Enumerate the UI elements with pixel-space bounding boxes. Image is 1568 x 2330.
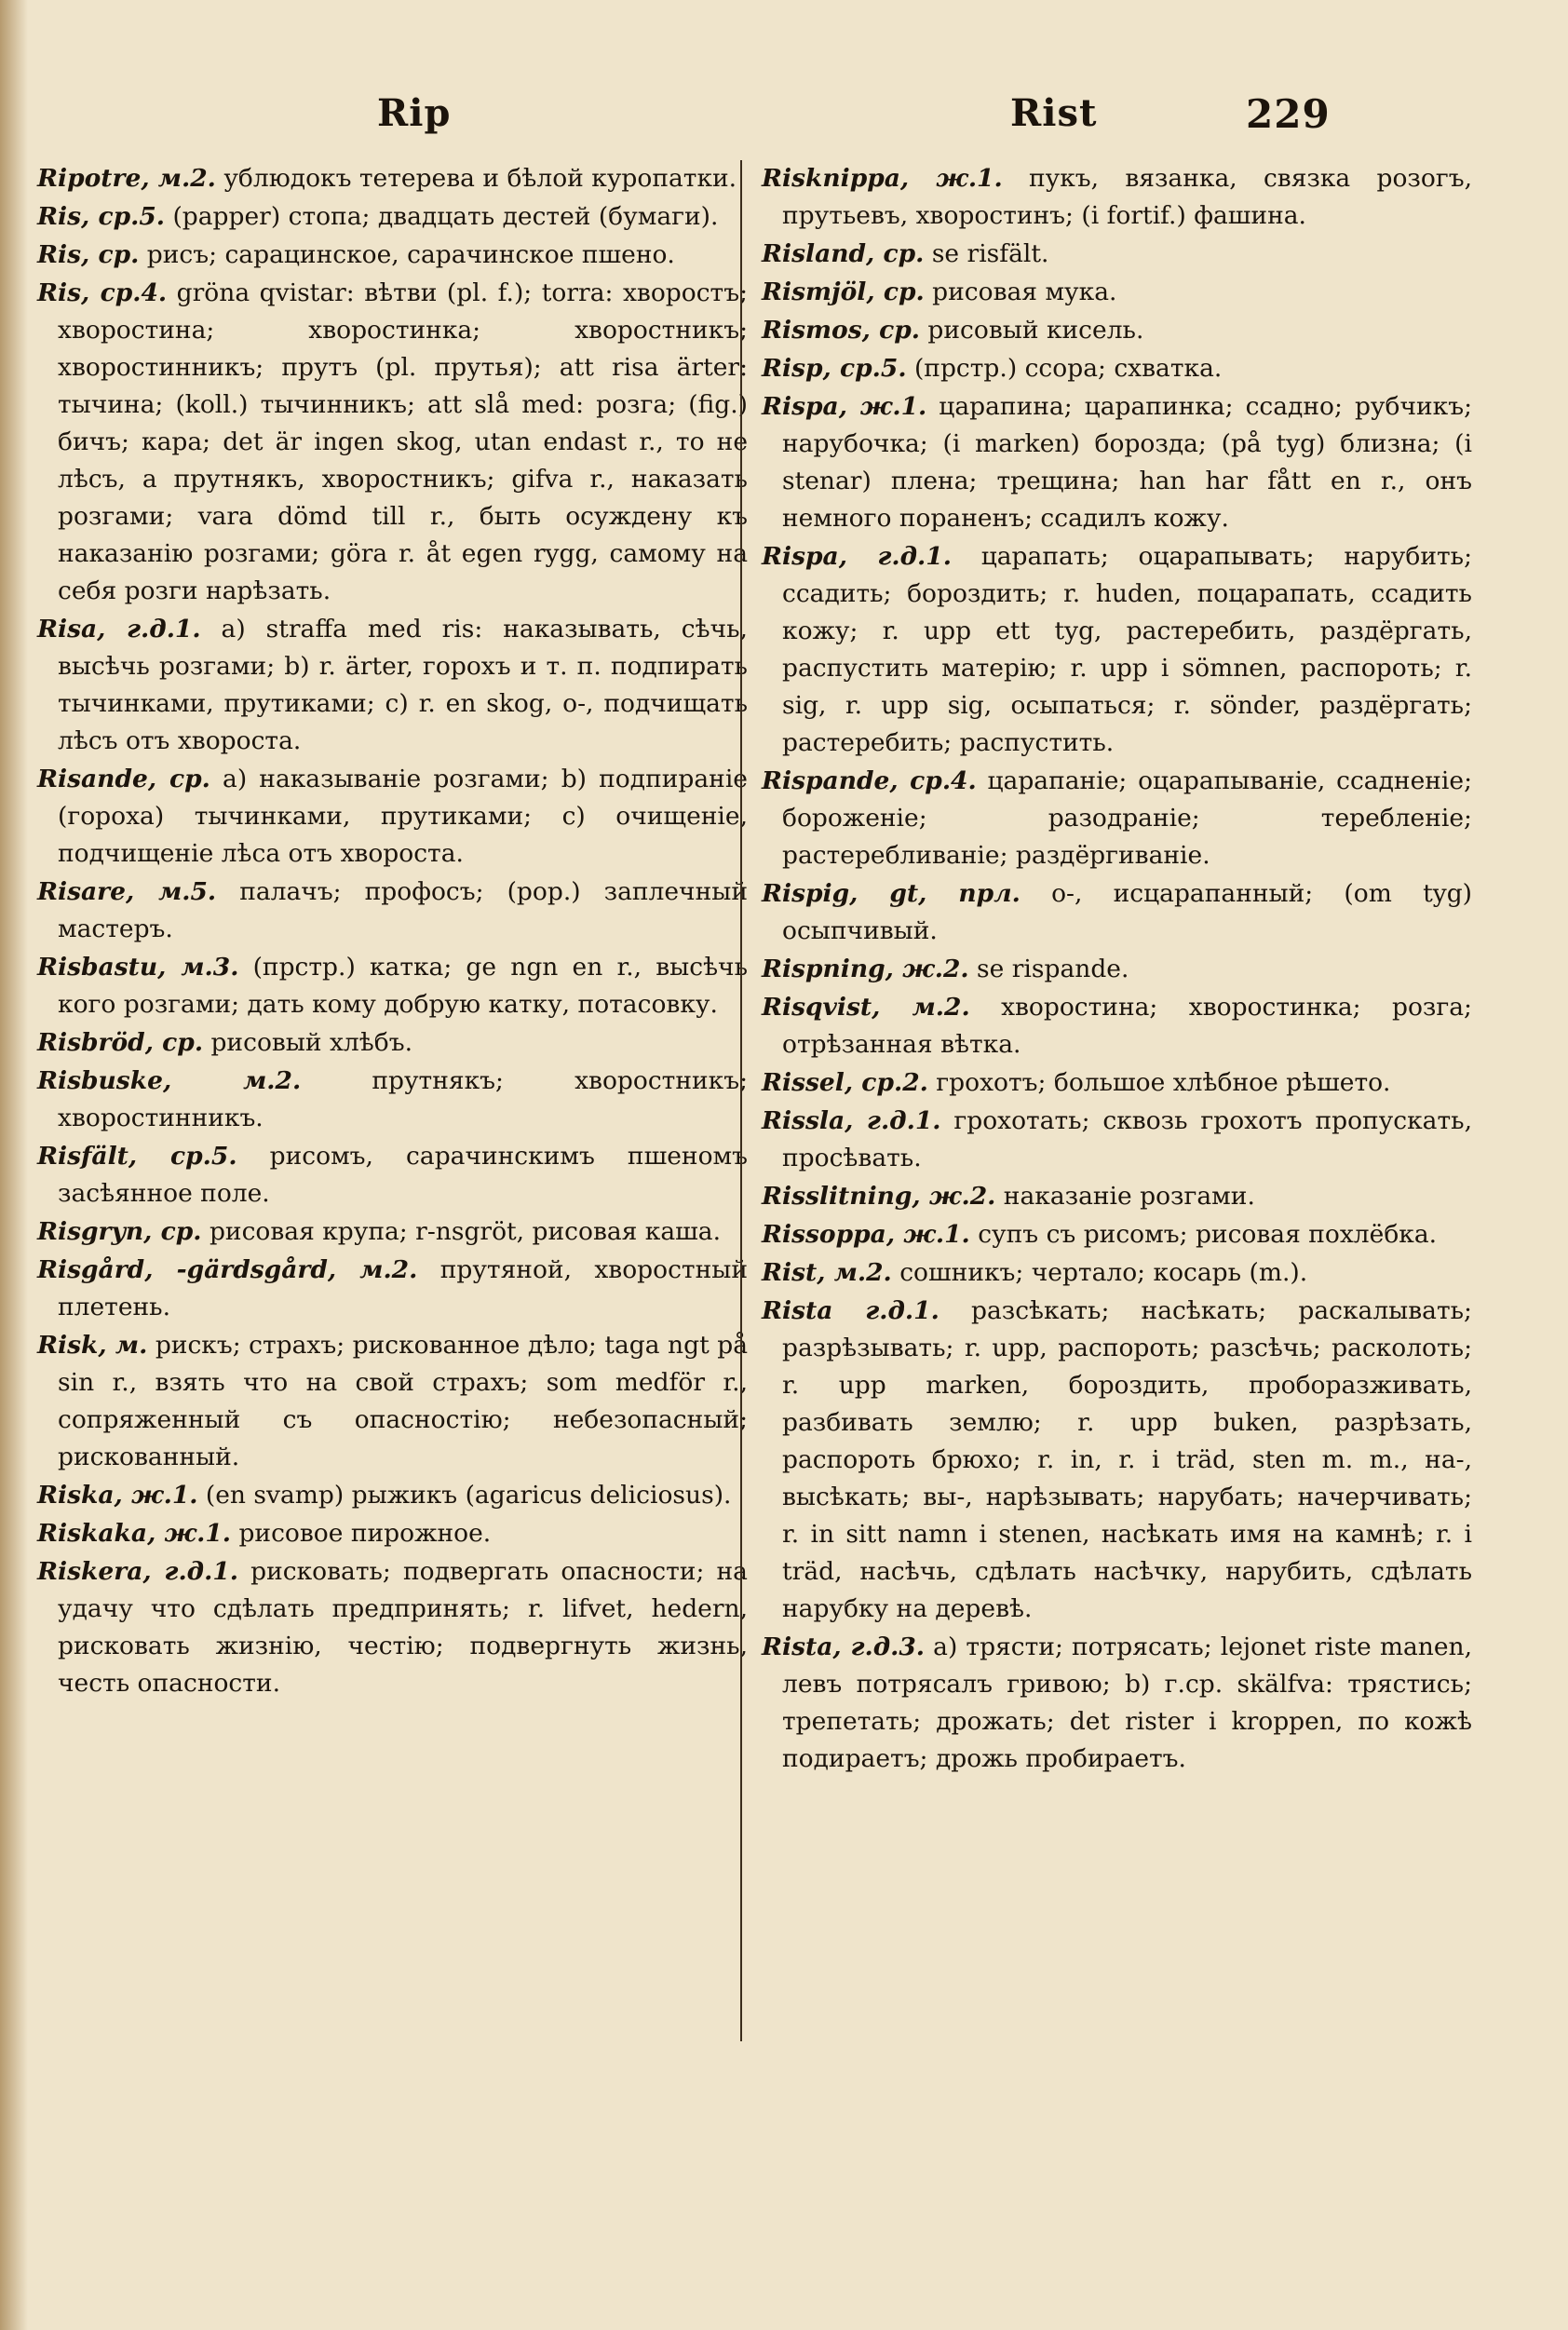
entry-definition: (прстр.) ссора; схватка. xyxy=(906,354,1223,383)
dictionary-entry xyxy=(762,1216,1472,1253)
dictionary-entry xyxy=(37,1327,748,1476)
entry-headword: Risqvist, м.2. xyxy=(762,993,970,1022)
entry-headword: Risare, м.5. xyxy=(37,877,217,906)
entry-definition: ублюдокъ тетерева и бѣлой куропатки. xyxy=(215,164,737,193)
entry-headword: Riskera, г.д.1. xyxy=(37,1557,238,1586)
entry-definition: se risfält. xyxy=(924,239,1049,268)
entry-definition: рисовый хлѣбъ. xyxy=(203,1028,412,1057)
dictionary-entry xyxy=(762,1178,1472,1215)
entry-headword: Ripotre, м.2. xyxy=(37,164,216,193)
entry-headword: Rissoppa, ж.1. xyxy=(762,1220,970,1249)
dictionary-entry xyxy=(37,761,748,873)
dictionary-entry xyxy=(762,538,1472,762)
dictionary-entry xyxy=(37,1252,748,1326)
entry-headword: Rispning, ж.2. xyxy=(762,955,969,983)
entry-definition: прутяной, хворостный плетень. xyxy=(58,1255,748,1321)
dictionary-entry xyxy=(37,1213,748,1251)
dictionary-entry xyxy=(762,875,1472,950)
dictionary-entry xyxy=(762,1064,1472,1102)
dictionary-entry xyxy=(762,312,1472,349)
dictionary-entry xyxy=(762,763,1472,874)
entry-headword: Rista г.д.1. xyxy=(762,1296,939,1325)
entry-headword: Ris, ср.5. xyxy=(37,202,166,231)
entry-headword: Riska, ж.1. xyxy=(37,1481,198,1510)
entry-headword: Riskaka, ж.1. xyxy=(37,1519,232,1548)
entry-definition: a) наказываніе розгами; b) подпираніе (гороха) тычинками, прутиками; c) очищеніе, подчищеніе лѣса отъ хвороста. xyxy=(58,765,748,868)
dictionary-entry xyxy=(37,160,748,197)
dictionary-entry xyxy=(37,1138,748,1212)
entry-definition: сошникъ; чертало; косарь (m.). xyxy=(891,1258,1308,1287)
dictionary-entry xyxy=(762,274,1472,311)
entry-definition: прутнякъ; хворостникъ; хворостинникъ. xyxy=(58,1066,749,1132)
entry-definition: рисковать; подвергать опасности; на удачу что сдѣлать предпринять; r. lifvet, hedern, рисковать жизнію, честію; подвергнуть жизнь, честь опасности. xyxy=(58,1557,748,1698)
entry-definition: рисомъ, сарачинскимъ пшеномъ засѣянное поле. xyxy=(58,1142,748,1208)
dictionary-entry xyxy=(762,989,1472,1063)
entry-headword: Risgård, -gärdsgård, м.2. xyxy=(37,1255,418,1284)
dictionary-entry xyxy=(37,874,748,948)
entry-headword: Rissla, г.д.1. xyxy=(762,1106,941,1135)
dictionary-entry xyxy=(37,611,748,760)
entry-headword: Risande, ср. xyxy=(37,765,210,793)
dictionary-entry xyxy=(37,1553,748,1702)
entry-definition: царапина; царапинка; ссадно; рубчикъ; нарубочка; (i marken) борозда; (på tyg) близна; (i stenar) плена; трещина; han har fått en r., онъ немного пораненъ; ссадилъ кожу. xyxy=(782,392,1472,533)
entry-headword: Risk, м. xyxy=(37,1331,148,1360)
entry-definition: рисовое пирожное. xyxy=(231,1519,492,1548)
entry-definition: gröna qvistar: вѣтви (pl. f.); torra: хворостъ; хворостина; хворостинка; хворостникъ; хворостинникъ; прутъ (pl. прутья); att risa ärter: тычина; (koll.) тычинникъ; att slå med: розга; (fig.) бичъ; кара; det är ingen skog, utan endast r., то не лѣсъ, а прутнякъ, хворостникъ; gifva r., наказать розгами; vara dömd till r., быть осуждену къ наказанію розгами; göra r. åt egen rygg, самому на себя розги нарѣзать. xyxy=(58,278,748,605)
dictionary-entry xyxy=(762,1629,1472,1778)
entry-definition: грохотъ; большое хлѣбное рѣшето. xyxy=(927,1068,1391,1097)
left-running-head: Rip xyxy=(377,91,452,135)
entry-definition: a) трясти; потрясать; lejonet riste manen, левъ потрясалъ гривою; b) г.ср. skälfva: трястись; трепетать; дрожать; det rister i kroppen, по кожѣ подираетъ; дрожь пробираетъ. xyxy=(782,1632,1472,1773)
dictionary-entry xyxy=(762,951,1472,988)
entry-headword: Rismjöl, ср. xyxy=(762,278,925,306)
dictionary-entry xyxy=(37,949,748,1023)
entry-headword: Ris, ср.4. xyxy=(37,278,168,307)
entry-headword: Risfält, ср.5. xyxy=(37,1142,237,1171)
entry-headword: Rismos, ср. xyxy=(762,316,920,345)
entry-definition: супъ съ рисомъ; рисовая похлёбка. xyxy=(969,1220,1438,1249)
entry-headword: Rispa, г.д.1. xyxy=(762,542,952,571)
left-column xyxy=(37,160,748,1703)
entry-headword: Risslitning, ж.2. xyxy=(762,1182,996,1211)
dictionary-entry xyxy=(762,1293,1472,1628)
dictionary-entry xyxy=(37,1063,748,1137)
dictionary-entry xyxy=(762,388,1472,537)
entry-headword: Rist, м.2. xyxy=(762,1258,892,1287)
dictionary-entry xyxy=(37,1477,748,1514)
right-running-head: Rist xyxy=(1010,91,1098,135)
entry-definition: рисовая крупа; r-nsgröt, рисовая каша. xyxy=(201,1217,722,1246)
dictionary-entry xyxy=(37,1515,748,1552)
entry-definition: о-, исцарапанный; (om tyg) осыпчивый. xyxy=(782,879,1472,945)
entry-headword: Risa, г.д.1. xyxy=(37,615,201,643)
entry-headword: Risland, ср. xyxy=(762,239,925,268)
dictionary-entry xyxy=(37,198,748,236)
entry-definition: рисъ; сарацинское, сарачинское пшено. xyxy=(139,240,675,269)
entry-definition: наказаніе розгами. xyxy=(995,1182,1255,1211)
entry-headword: Rispande, ср.4. xyxy=(762,766,977,795)
right-column xyxy=(762,160,1472,1779)
dictionary-entry xyxy=(762,350,1472,387)
entry-headword: Risbröd, ср. xyxy=(37,1028,204,1057)
entry-definition: (en svamp) рыжикъ (agaricus deliciosus). xyxy=(197,1481,732,1510)
dictionary-entry xyxy=(762,236,1472,273)
page-number: 229 xyxy=(1246,91,1331,137)
entry-definition: разсѣкать; насѣкать; раскалывать; разрѣзывать; r. upp, распороть; разсѣчь; расколоть; r. upp marken, бороздить, проборазживать, разбивать землю; r. upp buken, разрѣзать, распороть брюхо; r. in, r. i träd, sten m. m., на-, высѣкать; вы-, нарѣзывать; нарубать; начерчивать; r. in sitt namn i stenen, насѣкать имя на камнѣ; r. i träd, насѣчь, сдѣлать насѣчку, нарубить, сдѣлать нарубку на деревѣ. xyxy=(782,1296,1472,1623)
entry-definition: se rispande. xyxy=(968,955,1129,983)
entry-headword: Rispig, gt, прл. xyxy=(762,879,1021,908)
entry-headword: Risknippa, ж.1. xyxy=(762,164,1003,193)
dictionary-entry xyxy=(37,237,748,274)
entry-definition: пукъ, вязанка, связка розогъ, прутьевъ, хворостинъ; (i fortif.) фашина. xyxy=(782,164,1472,230)
dictionary-entry xyxy=(762,1103,1472,1177)
entry-definition: рисовый кисель. xyxy=(920,316,1144,345)
entry-definition: грохотать; сквозь грохотъ пропускать, просѣвать. xyxy=(782,1106,1472,1172)
entry-definition: рисовая мука. xyxy=(924,278,1117,306)
entry-definition: палачъ; профосъ; (pop.) заплечный мастеръ. xyxy=(58,877,748,943)
entry-headword: Risbastu, м.3. xyxy=(37,953,239,982)
entry-definition: царапать; оцарапывать; нарубить; ссадить; бороздить; r. huden, поцарапать, ссадить кожу; r. upp ett tyg, растеребить, раздёргать, распустить матерію; r. upp i sömnen, распороть; r. sig, r. upp sig, осыпаться; r. sönder, раздёргать; растеребить; распустить. xyxy=(782,542,1473,757)
entry-headword: Risp, ср.5. xyxy=(762,354,907,383)
dictionary-entry xyxy=(762,1254,1472,1292)
entry-headword: Risbuske, м.2. xyxy=(37,1066,302,1095)
entry-headword: Ris, ср. xyxy=(37,240,140,269)
entry-definition: (прстр.) катка; ge ngn en r., высѣчь кого розгами; дать кому добрую катку, потасовку. xyxy=(58,953,748,1019)
entry-definition: хворостина; хворостинка; розга; отрѣзанная вѣтка. xyxy=(782,993,1472,1059)
dictionary-entry xyxy=(37,1024,748,1062)
entry-headword: Rissel, ср.2. xyxy=(762,1068,928,1097)
entry-definition: рискъ; страхъ; рискованное дѣло; taga ngt på sin r., взять что на свой страхъ; som medför r., сопряженный съ опасностію; небезопасный; рискованный. xyxy=(58,1331,748,1471)
column-divider xyxy=(740,160,742,2041)
entry-headword: Risgryn, ср. xyxy=(37,1217,202,1246)
dictionary-entry xyxy=(762,160,1472,235)
entry-definition: (papper) стопа; двадцать дестей (бумаги). xyxy=(165,202,719,231)
entry-definition: a) straffa med ris: наказывать, сѣчь, высѣчь розгами; b) r. ärter, горохъ и т. п. подпирать тычинками, прутиками; c) r. en skog, о-, подчищать лѣсъ отъ хвороста. xyxy=(58,615,748,755)
entry-headword: Rispa, ж.1. xyxy=(762,392,927,421)
entry-definition: царапаніе; оцарапываніе, ссадненіе; бороженіе; разодраніе; тереблeніе; растеребливаніе; раздёргиваніе. xyxy=(782,766,1472,870)
entry-headword: Rista, г.д.3. xyxy=(762,1632,926,1661)
dictionary-entry xyxy=(37,275,748,610)
